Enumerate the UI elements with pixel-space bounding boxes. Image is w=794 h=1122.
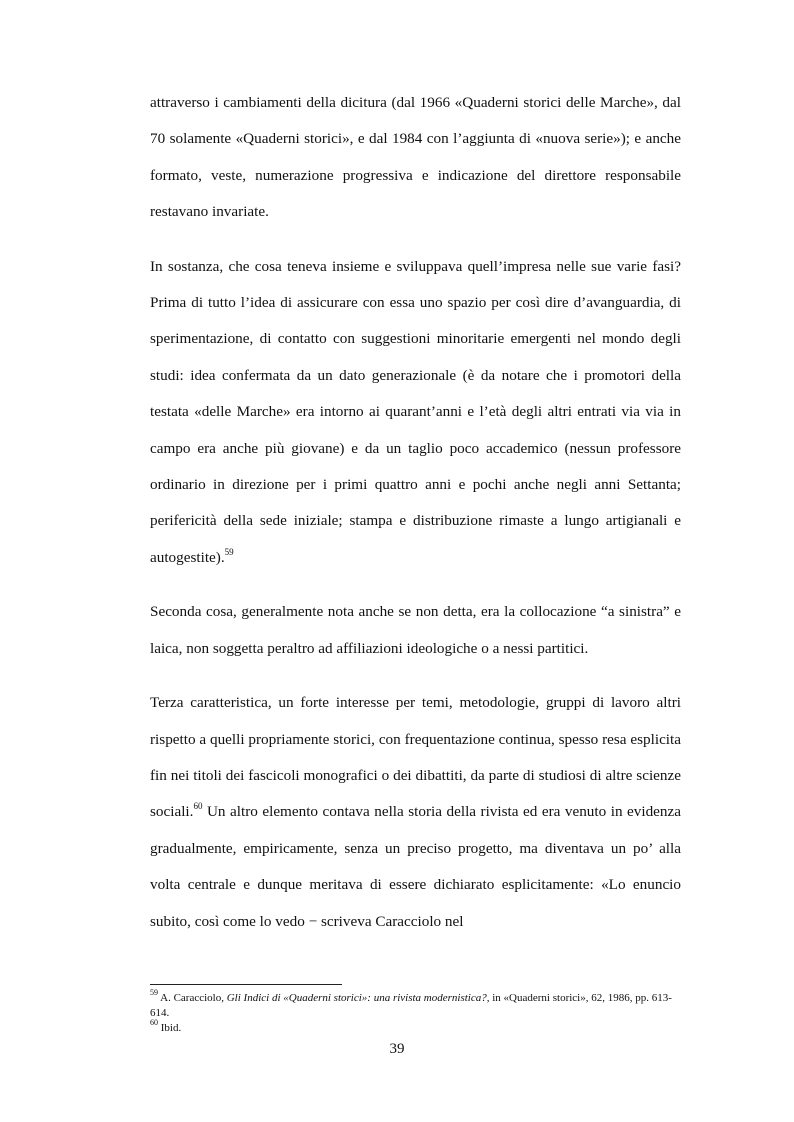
paragraph-text: attraverso i cambiamenti della dicitura (dal 1966 «Quaderni storici delle Marche», dal 70 solamente «Quaderni storici», e dal 1984 con l’aggiunta di «nuova serie»); e anche formato, veste, numerazione progressiva e indicazione del direttore responsabile restavano invariate.	[150, 94, 681, 221]
footnote-60	[150, 1018, 681, 1036]
footnotes-section	[150, 988, 681, 1036]
page-number: 39	[389, 1041, 405, 1057]
paragraph-text: Terza caratteristica, un forte interesse per temi, metodologie, gruppi di lavoro altri rispetto a quelli propriamente storici, con frequentazione continua, spesso resa esplicita fin nei titoli dei fascicoli monografici o dei dibattiti, da parte di studiosi di altre scienze sociali.	[150, 694, 681, 821]
footnote-separator	[150, 984, 342, 985]
paragraph-2	[150, 249, 681, 577]
footnote-author: Ibid.	[158, 1022, 182, 1034]
paragraph-1	[150, 85, 681, 231]
paragraph-3	[150, 594, 681, 667]
footnote-citation: in «Quaderni storici», 62, 1986, pp. 613-614.	[150, 992, 672, 1019]
paragraph-text: Un altro elemento contava nella storia della rivista ed era venuto in evidenza gradualmente, empiricamente, senza un preciso progetto, ma diventava un po’ alla volta centrale e dunque meritava di essere dichiarato esplicitamente: «Lo enuncio subito, così come lo vedo − scriveva Caracciolo nel	[150, 803, 681, 930]
paragraph-4	[150, 685, 681, 940]
footnote-reference-60[interactable]: 60	[193, 801, 203, 812]
footnote-reference-59[interactable]: 59	[224, 546, 234, 557]
footnote-marker: 59	[150, 988, 158, 998]
paragraph-text: Seconda cosa, generalmente nota anche se non detta, era la collocazione “a sinistra” e laica, non soggetta peraltro ad affiliazioni ideologiche o a nessi partitici.	[150, 603, 681, 657]
footnote-title: Gli Indici di «Quaderni storici»: una rivista modernistica?,	[226, 992, 490, 1004]
paragraph-text: In sostanza, che cosa teneva insieme e sviluppava quell’impresa nelle sue varie fasi? Prima di tutto l’idea di assicurare con essa uno spazio per così dire d’avanguardia, di sperimentazione, di contatto con suggestioni minoritarie emergenti nel mondo degli studi: idea confermata da un dato generazionale (è da notare che i promotori della testata «delle Marche» era intorno ai quarant’anni e l’età degli altri entrati via via in campo era anche più giovane) e da un taglio poco accademico (nessun professore ordinario in direzione per i primi quattro anni e pochi anche negli anni Settanta; perifericità della sede iniziale; stampa e distribuzione rimaste a lungo artigianali e autogestite).	[150, 257, 681, 566]
footnote-59	[150, 988, 681, 1021]
document-body	[150, 85, 681, 940]
footnote-author: A. Caracciolo,	[158, 992, 227, 1004]
footnote-marker: 60	[150, 1018, 158, 1028]
